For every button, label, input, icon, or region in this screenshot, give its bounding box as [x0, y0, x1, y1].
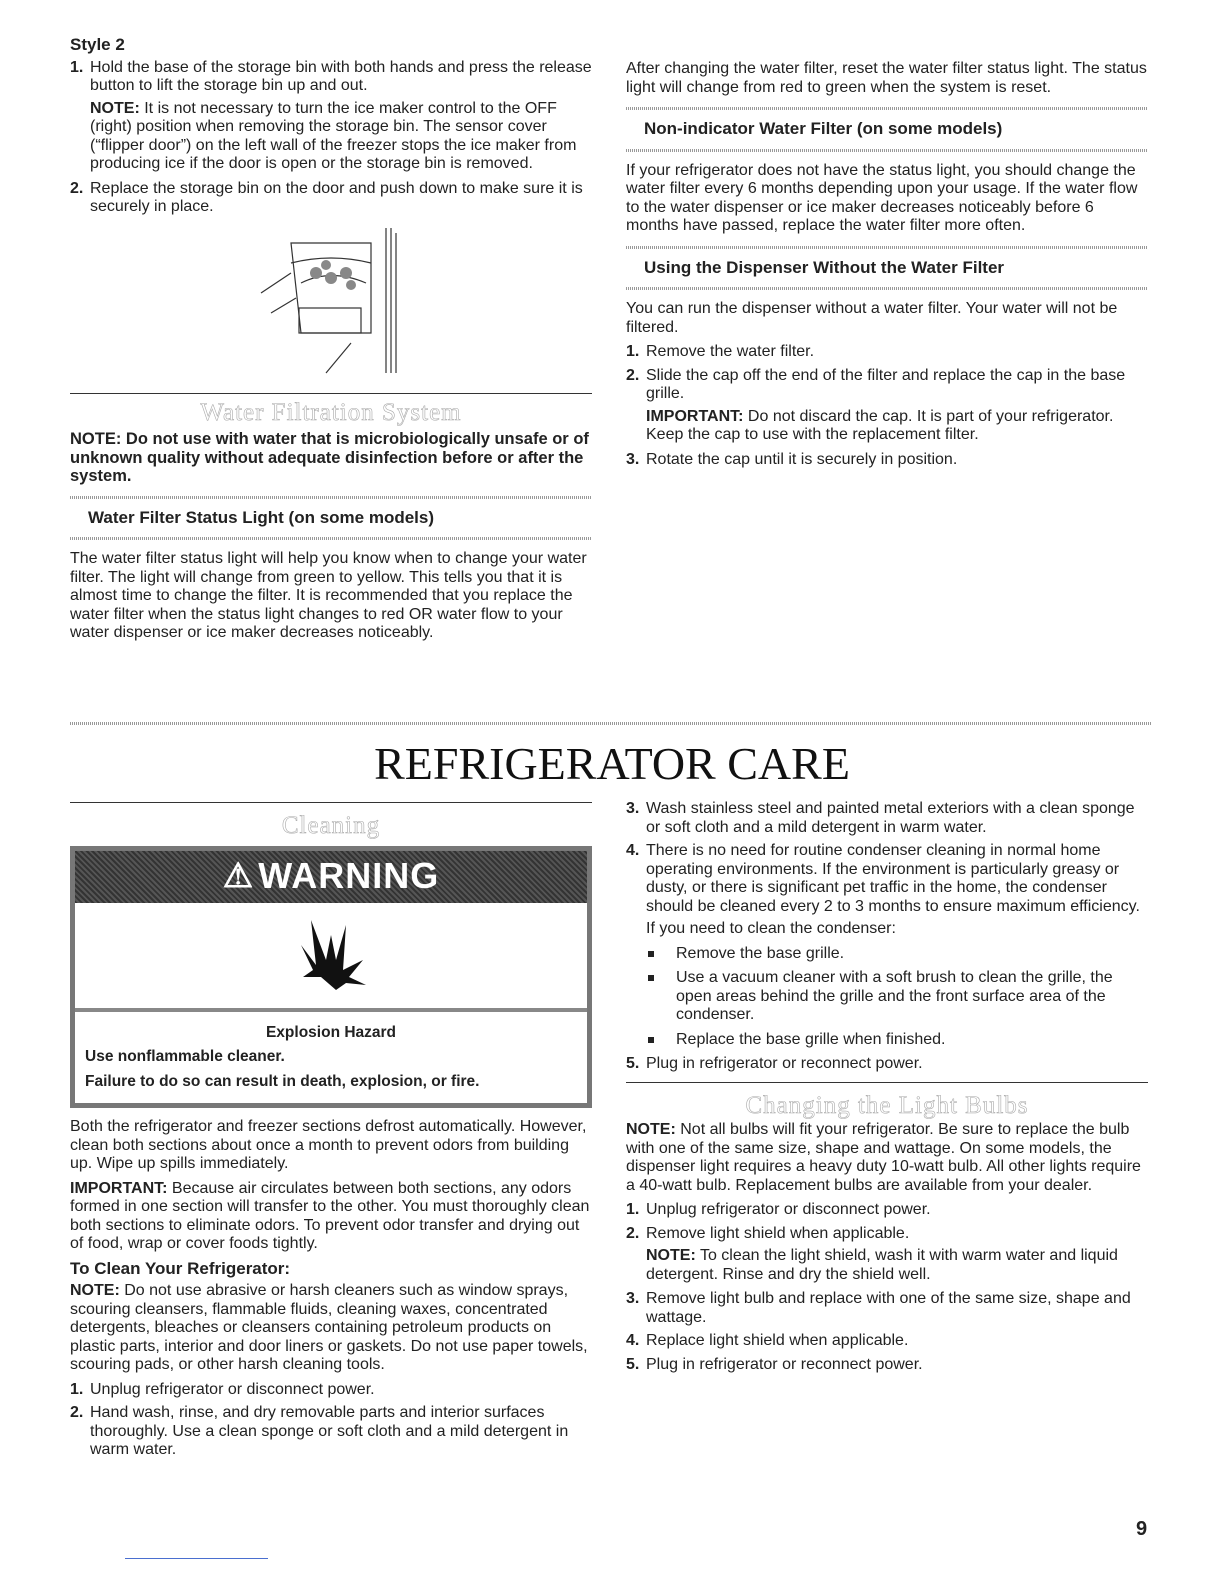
- cleaning-step-5: [626, 1055, 1148, 1074]
- step-text: Replace the storage bin on the door and push down to make sure it is securely in place.: [90, 179, 583, 215]
- cleaning-steps-continued: [626, 800, 1148, 939]
- step-text: Plug in refrigerator or reconnect power.: [646, 1355, 923, 1373]
- alert-triangle-icon: ⚠: [222, 857, 255, 896]
- page-title: REFRIGERATOR CARE: [374, 738, 850, 789]
- list-item: [626, 343, 1148, 362]
- without-filter-text: You can run the dispenser without a water filter. Your water will not be filtered.: [626, 300, 1118, 336]
- without-filter-heading: Using the Dispenser Without the Water Filter: [644, 257, 1005, 277]
- status-light-heading: Water Filter Status Light (on some models): [88, 507, 435, 527]
- status-light-text: The water filter status light will help you know when to change your water filter. The light will change from green to yellow. This tells you that it is almost time to change the filter. It is recommended that you replace the water filter when the status light changes to red OR water flow to your water dispenser or ice maker decreases noticeably.: [70, 550, 587, 641]
- cleaning-steps: [70, 1381, 592, 1460]
- dotted-divider: [70, 537, 592, 540]
- explosion-icon: [291, 915, 371, 995]
- warning-label: WARNING: [258, 855, 440, 897]
- note-label: NOTE:: [90, 99, 140, 117]
- hazard-consequence: Failure to do so can result in death, explosion, or fire.: [85, 1072, 480, 1090]
- bullet-item: Use a vacuum cleaner with a soft brush to clean the grille, the open areas behind the grille and the front surface area of the condenser.: [626, 969, 1148, 1025]
- step-text: Wash stainless steel and painted metal exteriors with a clean sponge or soft cloth and a mild detergent in warm water.: [646, 800, 1135, 836]
- left-top-column: [70, 36, 592, 649]
- step-text: Hand wash, rinse, and dry removable parts and interior surfaces thoroughly. Use a clean sponge or soft cloth and a mild detergent in warm water.: [90, 1404, 569, 1458]
- hazard-title: Explosion Hazard: [265, 1023, 397, 1041]
- storage-bin-icon: [231, 223, 431, 383]
- important-label: IMPORTANT:: [70, 1179, 168, 1197]
- step-text: Slide the cap off the end of the filter and replace the cap in the base grille.: [646, 366, 1126, 402]
- dotted-divider: [626, 149, 1148, 152]
- step-number: 1.: [70, 58, 84, 76]
- step-number: 3.: [626, 800, 640, 817]
- right-bottom-column: [626, 800, 1148, 1380]
- note-label: NOTE:: [70, 1282, 120, 1299]
- bullet-item: Replace the base grille when finished.: [626, 1031, 1148, 1050]
- list-item: [626, 367, 1148, 445]
- section-title-light-bulbs: Changing the Light Bulbs: [745, 1091, 1029, 1119]
- step-number: 4.: [626, 1332, 640, 1349]
- section-title-water-filtration: Water Filtration System: [200, 398, 462, 426]
- cleaning-intro: Both the refrigerator and freezer sections defrost automatically. However, clean both sections about once a month to prevent odors from building up. Wipe up spills immediately.: [70, 1118, 587, 1172]
- bulbs-note: [626, 1121, 1148, 1195]
- list-item: [70, 1381, 592, 1400]
- list-item: [626, 1332, 1148, 1351]
- style-heading: Style 2: [70, 35, 125, 54]
- step-number: 3.: [626, 450, 640, 468]
- important-text: Because air circulates between both sections, any odors formed in one section will transfer to the other. You must thoroughly clean both sections to eliminate odors. To prevent odor transfer and drying out of food, wrap or cover foods tightly.: [70, 1179, 590, 1252]
- note-text: To clean the light shield, wash it with warm water and liquid detergent. Rinse and dry the shield well.: [646, 1247, 1118, 1283]
- note-text: Do not discard the cap. It is part of your refrigerator. Keep the cap to use with the replacement filter.: [646, 407, 1114, 443]
- list-item: [70, 1404, 592, 1460]
- list-item: [626, 1290, 1148, 1327]
- step-number: 1.: [626, 343, 640, 360]
- note-text: Not all bulbs will fit your refrigerator. Be sure to replace the bulb with one of the same size, shape and wattage. On some models, the dispenser light requires a heavy duty 10-watt bulb. All other lights require a 40-watt bulb. Replacement bulbs are available from your dealer.: [626, 1121, 1141, 1194]
- step-number: 2.: [626, 1224, 640, 1242]
- step-text: Replace light shield when applicable.: [646, 1332, 909, 1349]
- page-divider: [70, 722, 1152, 725]
- section-title-cleaning: Cleaning: [281, 812, 381, 839]
- note-label: NOTE:: [626, 1121, 676, 1138]
- section-divider: [70, 393, 592, 394]
- step-number: 4.: [626, 842, 640, 859]
- bullet-item: Remove the base grille.: [626, 945, 1148, 964]
- cleaning-column: [70, 802, 592, 1466]
- list-item: [626, 1356, 1148, 1375]
- step-text: There is no need for routine condenser cleaning in normal home operating environments. If the environment is particularly greasy or dusty, or there is significant pet traffic in the home, the condenser should be cleaned every 2 to 3 months to ensure maximum efficiency.: [646, 842, 1140, 915]
- list-item: [626, 1225, 1148, 1285]
- step-text: Rotate the cap until it is securely in position.: [646, 450, 958, 468]
- bulbs-steps: [626, 1201, 1148, 1374]
- list-item: [626, 1201, 1148, 1220]
- dotted-divider: [626, 107, 1148, 110]
- step-number: 2.: [626, 366, 640, 384]
- step-number: 5.: [626, 1355, 640, 1373]
- step-text: Plug in refrigerator or reconnect power.: [646, 1055, 923, 1072]
- step-text: Remove light bulb and replace with one of the same size, shape and wattage.: [646, 1290, 1131, 1326]
- note-text: It is not necessary to turn the ice maker control to the OFF (right) position when removing the storage bin. The sensor cover (“flipper door”) on the left wall of the freezer stops the ice maker from producing ice if the door is open or the storage bin is removed.: [90, 99, 577, 172]
- step-note: [90, 100, 592, 174]
- without-filter-steps: [626, 343, 1148, 469]
- explosion-illustration: [75, 903, 587, 1012]
- list-item: [626, 451, 1148, 470]
- page-number: 9: [1136, 1518, 1148, 1540]
- note-label: NOTE:: [646, 1247, 696, 1264]
- step-number: 2.: [70, 1404, 84, 1421]
- cleaning-note: [70, 1282, 592, 1375]
- style-steps: [70, 59, 592, 217]
- step-note: [646, 1247, 1148, 1284]
- list-item: [70, 180, 592, 217]
- dotted-divider: [70, 496, 592, 499]
- non-indicator-heading: Non-indicator Water Filter (on some models): [644, 119, 1003, 138]
- list-item: [626, 842, 1148, 939]
- list-item: [626, 800, 1148, 837]
- step-number: 1.: [626, 1201, 640, 1218]
- note-label: IMPORTANT:: [646, 407, 744, 425]
- step-number: 1.: [70, 1380, 84, 1398]
- step-number: 5.: [626, 1055, 640, 1072]
- list-item: [70, 59, 592, 174]
- step-text: Remove the water filter.: [646, 343, 815, 360]
- step-number: 2.: [70, 179, 84, 197]
- step-note: [646, 408, 1148, 445]
- warning-box: [70, 846, 592, 1109]
- non-indicator-text: If your refrigerator does not have the status light, you should change the water filter every 6 months depending upon your usage. If the water flow to the water dispenser or ice maker decreases noticeably before 6 months have passed, replace the water filter more often.: [626, 161, 1138, 234]
- right-top-column: [626, 60, 1148, 475]
- hazard-instruction: Use nonflammable cleaner.: [85, 1048, 285, 1065]
- warning-body: [75, 1012, 587, 1104]
- reset-text: After changing the water filter, reset the water filter status light. The status light will change from red to green when the system is reset.: [626, 60, 1147, 96]
- step-text: Unplug refrigerator or disconnect power.: [646, 1201, 931, 1218]
- step-number: 3.: [626, 1290, 640, 1307]
- step-text: Hold the base of the storage bin with both hands and press the release button to lift the storage bin up and out.: [90, 58, 592, 94]
- step-text: Remove light shield when applicable.: [646, 1224, 910, 1242]
- note-text: Do not use abrasive or harsh cleaners such as window sprays, scouring cleansers, flammable fluids, cleaning waxes, concentrated detergents, bleaches or cleansers containing petroleum products on plastic parts, interior and door liners or gaskets. Do not use paper towels, scouring pads, or other harsh cleaning tools.: [70, 1282, 588, 1373]
- list-item: [626, 1055, 1148, 1074]
- condenser-subtext: If you need to clean the condenser:: [646, 920, 896, 937]
- section-divider: [70, 802, 592, 803]
- dotted-divider: [626, 246, 1148, 249]
- step-text: Unplug refrigerator or disconnect power.: [90, 1380, 375, 1398]
- warning-header: [75, 851, 587, 903]
- how-to-clean-heading: To Clean Your Refrigerator:: [70, 1258, 291, 1278]
- footer-line: [125, 1558, 268, 1559]
- storage-bin-illustration: [70, 223, 592, 383]
- dotted-divider: [626, 287, 1148, 290]
- filtration-warning-note: NOTE: Do not use with water that is microbiologically unsafe or of unknown quality without adequate disinfection before or after the system.: [70, 430, 589, 485]
- cleaning-important: [70, 1180, 592, 1254]
- section-divider: [626, 1082, 1148, 1083]
